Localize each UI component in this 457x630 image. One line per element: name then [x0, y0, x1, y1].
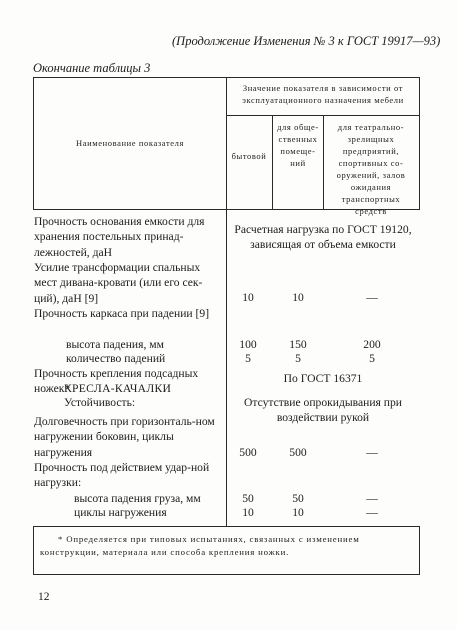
column-header-theatre: для театрально-зрелищных предприятий, спортивных со-оружений, залов ожидания транспортных средств: [336, 122, 406, 216]
row-name-impact-strength: Прочность под действием удар-ной нагрузки:: [34, 461, 210, 490]
cell-drop-height-household: 100: [239, 338, 257, 351]
row-name-transformation: Усилие трансформации спальных мест дивана-кровати (или его сек-ций), даН [9]: [34, 261, 203, 305]
table-caption: Окончание таблицы 3: [33, 61, 151, 75]
row-name-stability: Устойчивость:: [64, 396, 136, 409]
row-value-stability: Отсутствие опрокидывания при воздействии рукой: [244, 396, 402, 425]
cell-drop-count-theatre: 5: [369, 352, 375, 365]
cell-transformation-public: 10: [292, 291, 304, 304]
cell-durability-theatre: —: [366, 446, 378, 459]
row-value-leg-fixing: По ГОСТ 16371: [283, 372, 363, 385]
cell-transformation-household: 10: [242, 291, 254, 304]
column-header-household: бытовой: [231, 151, 267, 161]
cell-drop-height-public: 150: [289, 338, 307, 351]
table-footnote: * Определяется при типовых испытаниях, связанных с изменением конструкции, материала или способа крепления ножки.: [40, 534, 360, 557]
cell-load-cycles-theatre: —: [366, 506, 378, 519]
cell-durability-public: 500: [289, 446, 307, 459]
row-name-drop-height: высота падения, мм: [66, 338, 164, 351]
row-name-durability: Долговечность при горизонталь-ном нагружении боковин, циклы нагружения: [34, 415, 215, 459]
section-rocking-chairs: КРЕСЛА-КАЧАЛКИ: [64, 382, 172, 395]
cell-transformation-theatre: —: [366, 291, 378, 304]
running-header: (Продолжение Изменения № 3 к ГОСТ 19917—93): [172, 34, 441, 48]
cell-drop-count-household: 5: [245, 352, 251, 365]
row-name-storage-base: Прочность основания емкости для хранения постельных принад-лежностей, даН: [34, 215, 205, 259]
column-header-name: Наименование показателя: [75, 138, 184, 148]
cell-load-height-household: 50: [242, 492, 254, 505]
page-number: 12: [38, 591, 50, 603]
row-name-drop-count: количество падений: [66, 352, 166, 365]
cell-durability-household: 500: [239, 446, 257, 459]
cell-drop-count-public: 5: [295, 352, 301, 365]
row-name-leg-fixing: Прочность крепления подсадных ножек*: [34, 367, 199, 396]
row-name-load-cycles: циклы нагружения: [74, 506, 167, 519]
cell-load-height-public: 50: [292, 492, 304, 505]
row-value-storage-base: Расчетная нагрузка по ГОСТ 19120, зависящая от объема емкости: [234, 223, 412, 252]
column-group-header: Значение показателя в зависимости от эксплуатационного назначения мебели: [242, 83, 404, 105]
row-name-frame-strength: Прочность каркаса при падении [9]: [34, 307, 210, 320]
cell-load-cycles-household: 10: [242, 506, 254, 519]
column-header-public: для обще-ственных помеще-ний: [277, 122, 319, 168]
cell-load-height-theatre: —: [366, 492, 378, 505]
cell-load-cycles-public: 10: [292, 506, 304, 519]
cell-drop-height-theatre: 200: [363, 338, 381, 351]
row-name-load-height: высота падения груза, мм: [74, 492, 201, 505]
